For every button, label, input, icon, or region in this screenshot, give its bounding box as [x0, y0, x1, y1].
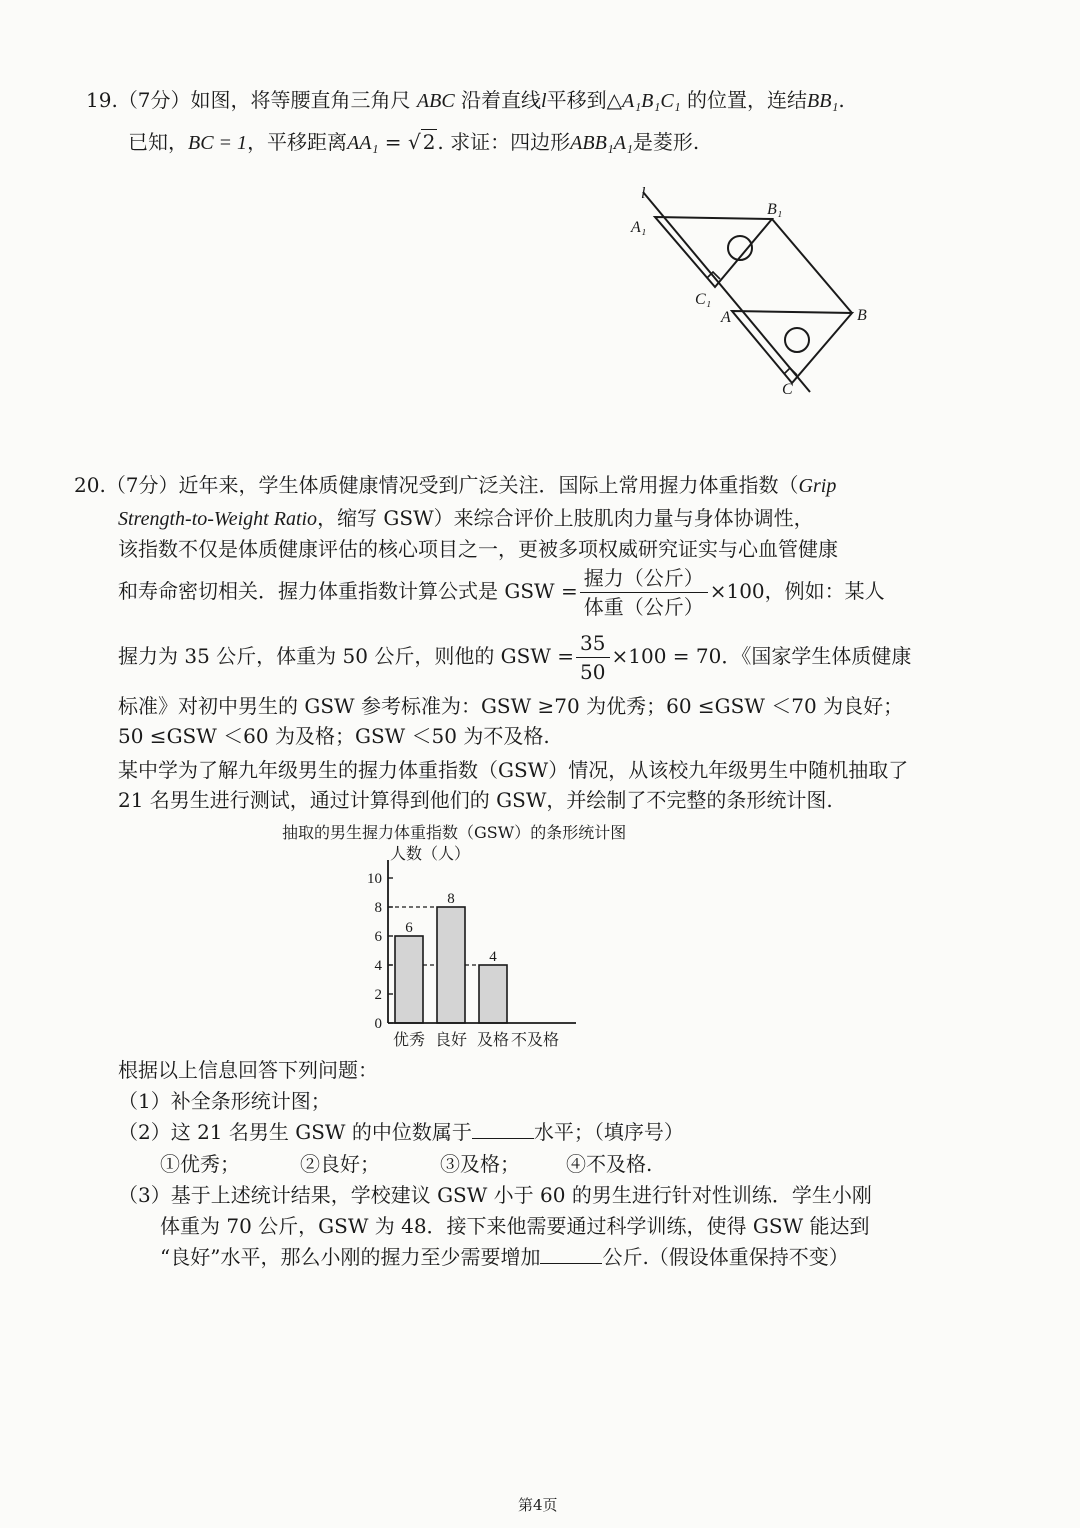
q19-text: 沿着直线 — [461, 88, 542, 112]
y-tick-label: 6 — [374, 929, 382, 945]
q20-text: 握力为 35 公斤，体重为 50 公斤，则他的 GSW = — [118, 644, 575, 668]
fraction-numerator: 35 — [576, 630, 609, 658]
label-b: B — [857, 307, 867, 324]
q20-text: （2）这 21 名男生 GSW 的中位数属于 — [118, 1120, 472, 1144]
q20-text: ×100，例如：某人 — [709, 579, 885, 603]
segment-bb1 — [772, 219, 852, 313]
q19-line2 — [128, 128, 699, 157]
q19-score: （7分） — [117, 88, 191, 112]
q20-text: ×100 = 70．《国家学生体质健康 — [611, 644, 912, 668]
x-tick-label: 良好 — [434, 1032, 468, 1049]
q19-text: 已知， — [128, 130, 188, 154]
right-angle-mark — [784, 368, 797, 375]
sqrt-sign: √ — [407, 130, 421, 154]
q19-number: 19. — [86, 88, 118, 112]
q20-line3: 该指数不仅是体质健康评估的核心项目之一，更被多项权威研究证实与心血管健康 — [118, 537, 838, 561]
q20-line9: 21 名男生进行测试，通过计算得到他们的 GSW，并绘制了不完整的条形统计图. — [118, 788, 833, 812]
bar-优秀 — [395, 936, 423, 1023]
sqrt-value: 2 — [422, 130, 436, 154]
y-tick-label: 2 — [374, 987, 382, 1003]
bar-良好 — [437, 907, 465, 1023]
q19-var-abc: ABC — [416, 90, 455, 112]
q20-line4 — [118, 565, 885, 620]
q19-text: . 求证：四边形 — [437, 130, 571, 154]
q19-text: 的位置，连结 — [687, 88, 807, 112]
q19-var-a1b1c1: A₁B₁C₁ — [622, 90, 681, 112]
q19-figure — [615, 180, 885, 400]
data-label: 4 — [489, 949, 497, 965]
x-tick-label: 不及格 — [510, 1032, 560, 1049]
sub-question-3-line1: （3）基于上述统计结果，学校建议 GSW 小于 60 的男生进行针对性训练．学生小刚 — [118, 1183, 872, 1207]
q19-var-abb1a1: ABB₁A₁ — [570, 132, 633, 154]
gsw-formula-fraction — [580, 565, 708, 620]
label-l: l — [641, 185, 646, 202]
y-tick-label: 4 — [374, 958, 382, 974]
y-tick-label: 10 — [367, 871, 382, 887]
q20-text: ，缩写 GSW）来综合评价上肢肌肉力量与身体协调性， — [317, 506, 814, 530]
x-tick-label: 及格 — [476, 1032, 510, 1049]
y-tick-label: 8 — [374, 900, 382, 916]
y-tick-label: 0 — [374, 1016, 382, 1032]
q20-text: 近年来，学生体质健康情况受到广泛关注．国际上常用握力体重指数（ — [178, 473, 799, 497]
q20-english: Strength-to-Weight Ratio — [118, 508, 318, 530]
triangle-abc — [732, 311, 852, 383]
fraction-denominator: 50 — [580, 660, 606, 684]
triangle-hole — [785, 328, 809, 352]
sub-question-2 — [118, 1118, 684, 1146]
q20-number: 20. — [74, 473, 106, 497]
option-3: ③及格； — [440, 1152, 520, 1176]
sub-question-1: （1）补全条形统计图； — [118, 1089, 331, 1113]
label-a: A — [721, 309, 731, 326]
q19-line1 — [86, 86, 845, 115]
gsw-bar-chart — [340, 840, 590, 1055]
label-c1: C₁ — [695, 291, 712, 308]
q19-var-aa1: AA₁ — [347, 132, 379, 154]
q19-var-l: l — [541, 90, 547, 112]
q19-text: . — [838, 88, 845, 112]
option-4: ④不及格. — [566, 1152, 653, 1176]
sub-question-3-line3 — [160, 1243, 849, 1271]
answer-blank[interactable] — [540, 1243, 602, 1264]
page-number: 第4页 — [518, 1496, 558, 1514]
data-label: 8 — [447, 891, 455, 907]
q19-text: 是菱形. — [632, 130, 700, 154]
q19-text: ，平移距离 — [247, 130, 348, 154]
label-c: C — [782, 381, 793, 398]
q20-text: 水平；（填序号） — [533, 1120, 684, 1144]
answer-blank[interactable] — [472, 1118, 534, 1139]
data-label: 6 — [405, 920, 413, 936]
q20-text: 和寿命密切相关．握力体重指数计算公式是 GSW = — [118, 579, 578, 603]
option-1: ①优秀； — [160, 1152, 240, 1176]
q20-line5 — [118, 630, 911, 685]
fraction-denominator: 体重（公斤） — [583, 595, 704, 619]
questions-intro: 根据以上信息回答下列问题： — [118, 1058, 378, 1082]
sub-question-3-line2: 体重为 70 公斤，GSW 为 48．接下来他需要通过科学训练，使得 GSW 能达到 — [160, 1214, 870, 1238]
label-b1: B₁ — [767, 201, 783, 218]
q20-line8: 某中学为了解九年级男生的握力体重指数（GSW）情况，从该校九年级男生中随机抽取了 — [118, 758, 909, 782]
line-l — [643, 192, 810, 392]
option-2: ②良好； — [300, 1152, 380, 1176]
q19-text: 如图，将等腰直角三角尺 — [190, 88, 411, 112]
q20-text: “良好”水平，那么小刚的握力至少需要增加 — [160, 1245, 541, 1269]
q20-score: （7分） — [105, 473, 179, 497]
q19-var-bb1: BB₁ — [807, 90, 839, 112]
q20-line2 — [118, 504, 814, 533]
q19-var-bc: BC = 1 — [188, 132, 248, 154]
fraction-numerator: 握力（公斤） — [580, 565, 708, 593]
q20-english: Grip — [798, 475, 837, 497]
q20-line7: 50 ≤GSW ＜60 为及格；GSW ＜50 为不及格. — [118, 724, 550, 748]
label-a1: A₁ — [631, 219, 647, 236]
q19-text: 平移到△ — [546, 88, 622, 112]
q20-line1 — [74, 471, 836, 500]
y-axis-label: 人数（人） — [390, 846, 471, 863]
q20-text: 公斤.（假设体重保持不变） — [602, 1245, 849, 1269]
q19-equals: = — [378, 130, 408, 154]
bar-及格 — [479, 965, 507, 1023]
chart-title: 抽取的男生握力体重指数（GSW）的条形统计图 — [282, 823, 627, 842]
example-fraction — [576, 630, 609, 685]
q20-line6: 标准》对初中男生的 GSW 参考标准为：GSW ≥70 为优秀；60 ≤GSW ＜70 为良好； — [118, 694, 904, 718]
x-tick-label: 优秀 — [392, 1032, 426, 1049]
